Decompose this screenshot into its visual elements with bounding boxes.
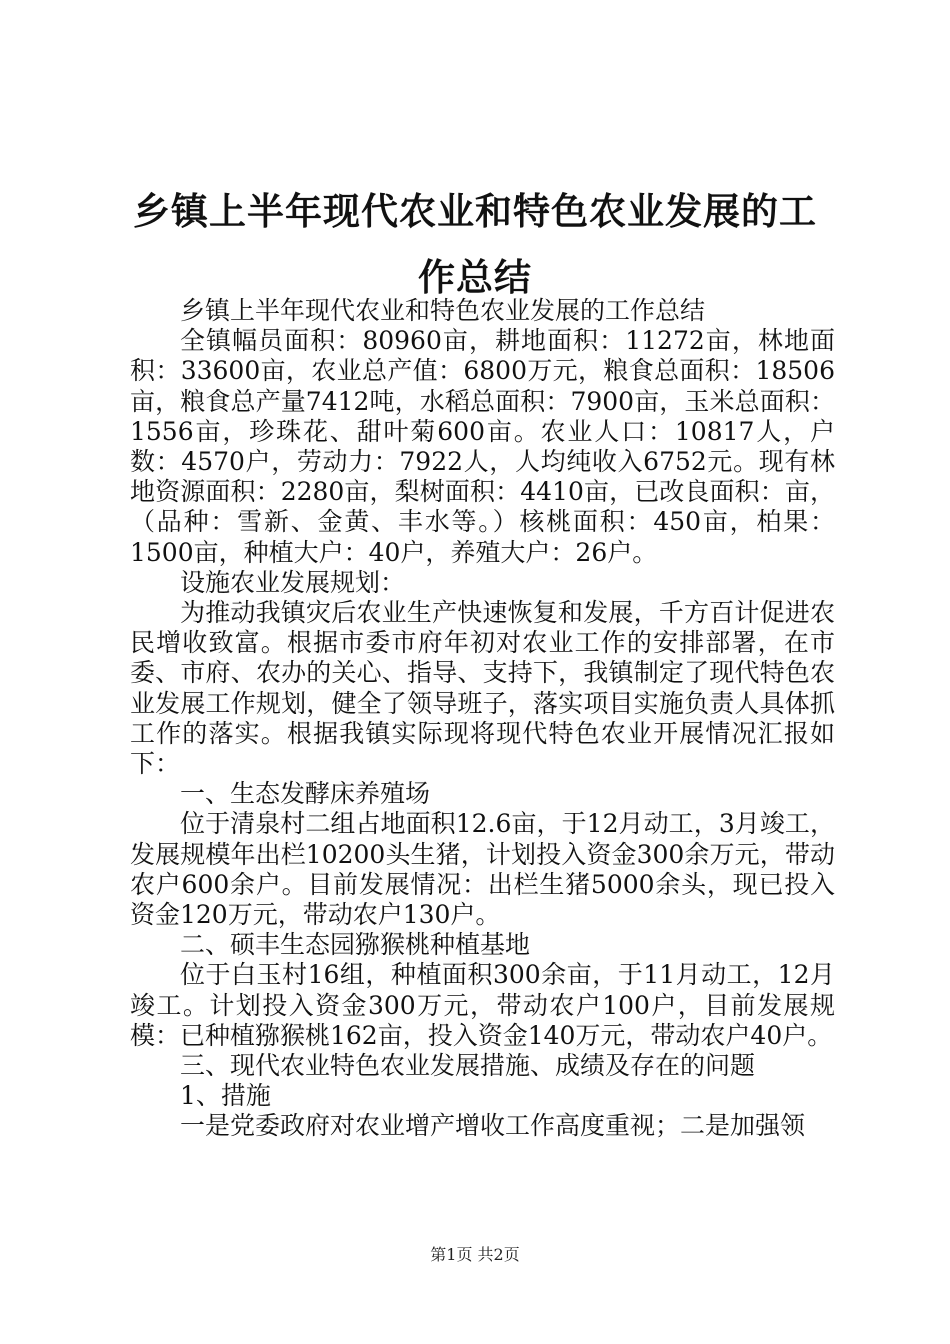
paragraph: 全镇幅员面积：80960亩，耕地面积：11272亩，林地面积：33600亩，农业总产值：6800万元，粮食总面积：18506亩，粮食总产量7412吨，水稻总面积：7900亩，玉米总面积：1556亩，珍珠花、甜叶菊600亩。农业人口：10817人，户数：4570户，劳动力：7922人，人均纯收入6752元。现有林地资源面积：2280亩，梨树面积：4410亩，已改良面积：亩，（品种：雪新、金黄、丰水等。）核桃面积：450亩，柏果：1500亩，种植大户：40户，养殖大户：26户。	[130, 326, 835, 567]
page-footer: 第1页 共2页	[430, 1245, 520, 1264]
paragraph: 一是党委政府对农业增产增收工作高度重视；二是加强领	[180, 1111, 806, 1141]
document-title: 乡镇上半年现代农业和特色农业发展的工作总结	[133, 189, 817, 299]
paragraph: 位于白玉村16组，种植面积300余亩，于11月动工，12月竣工。计划投入资金300万元，带动农户100户，目前发展规模：已种植猕猴桃162亩，投入资金140万元，带动农户40户。	[130, 960, 835, 1050]
paragraph: 设施农业发展规划：	[180, 567, 406, 597]
subsection-heading: 1、措施	[180, 1081, 271, 1111]
paragraph: 乡镇上半年现代农业和特色农业发展的工作总结	[180, 296, 706, 325]
section-heading: 二、硕丰生态园猕猴桃种植基地	[180, 930, 531, 960]
document-body	[130, 296, 835, 1142]
paragraph: 位于清泉村二组占地面积12.6亩，于12月动工，3月竣工，发展规模年出栏10200头生猪，计划投入资金300余万元，带动农户600余户。目前发展情况：出栏生猪5000余头，现已投入资金120万元，带动农户130户。	[130, 809, 835, 930]
section-heading: 三、现代农业特色农业发展措施、成绩及存在的问题	[180, 1051, 756, 1081]
paragraph: 为推动我镇灾后农业生产快速恢复和发展，千方百计促进农民增收致富。根据市委市府年初对农业工作的安排部署，在市委、市府、农办的关心、指导、支持下，我镇制定了现代特色农业发展工作规划，健全了领导班子，落实项目实施负责人具体抓工作的落实。根据我镇实际现将现代特色农业开展情况汇报如下：	[130, 598, 835, 779]
section-heading: 一、生态发酵床养殖场	[180, 779, 431, 809]
